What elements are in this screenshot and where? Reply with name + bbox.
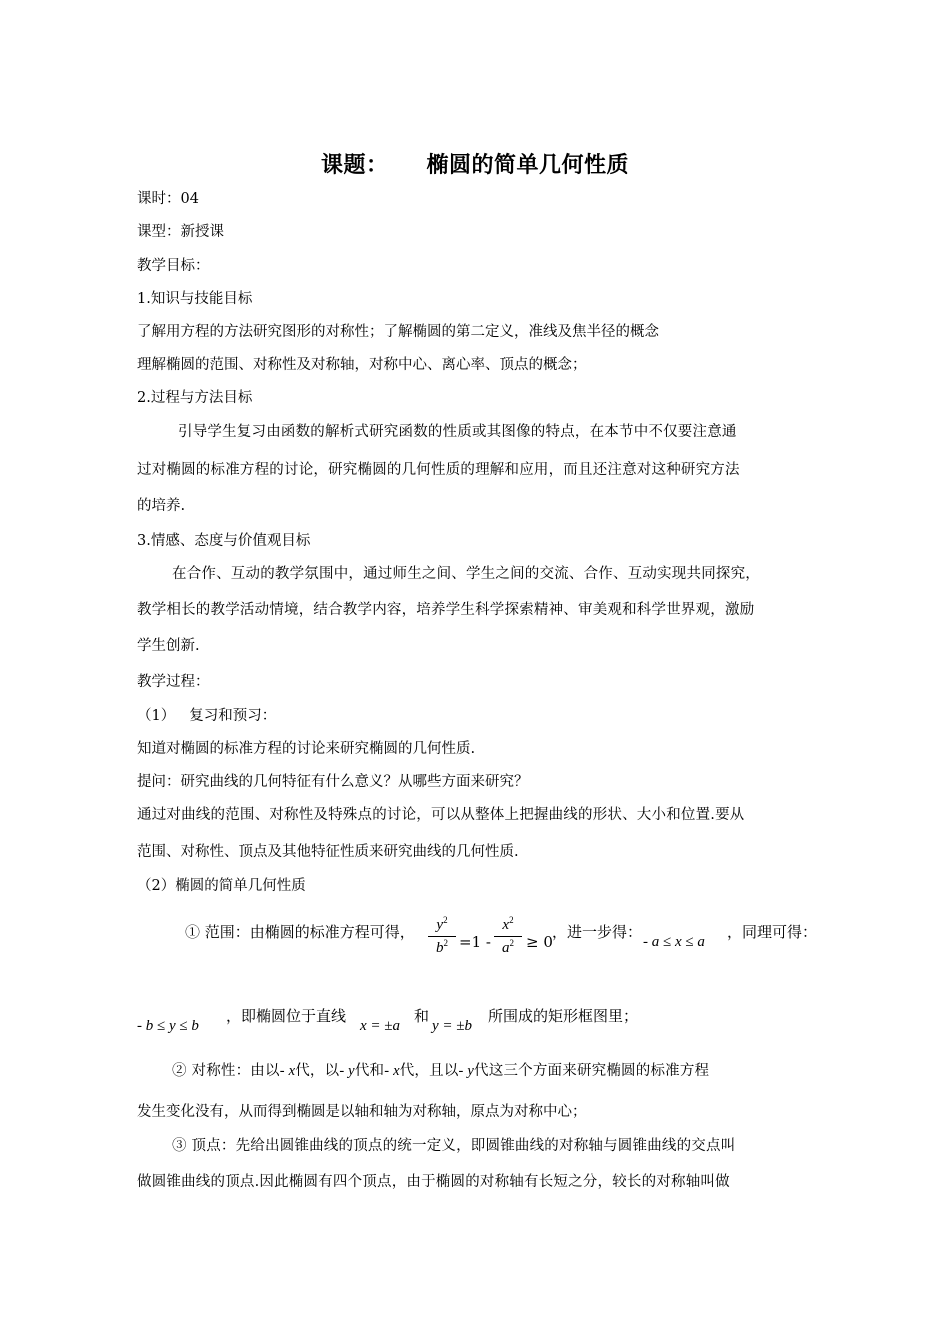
objective-2-line-1: 引导学生复习由函数的解析式研究函数的性质或其图像的特点，在本节中不仅要注意通 <box>178 424 737 440</box>
vertex-line-1: ③ 顶点：先给出圆锥曲线的顶点的统一定义，即圆锥曲线的对称轴与圆锥曲线的交点叫 <box>172 1138 736 1154</box>
review-line-3: 范围、对称性、顶点及其他特征性质来研究曲线的几何性质. <box>137 844 519 860</box>
inequality-y: - b ≤ y ≤ b <box>137 1018 199 1034</box>
review-line-1: 知道对椭圆的标准方程的讨论来研究椭圆的几何性质. <box>137 741 476 757</box>
objective-3-line-1: 在合作、互动的教学氛围中，通过师生之间、学生之间的交流、合作、互动实现共同探究， <box>172 566 760 582</box>
review-line-2: 通过对曲线的范围、对称性及特殊点的讨论，可以从整体上把握曲线的形状、大小和位置.要从 <box>137 807 745 823</box>
objective-3-line-3: 学生创新. <box>137 638 200 654</box>
line-x-equation: x = ±a <box>360 1018 401 1034</box>
section-1-title: 复习和预习： <box>189 708 277 724</box>
class-type: 课型：新授课 <box>137 224 224 240</box>
vertex-line-2: 做圆锥曲线的顶点.因此椭圆有四个顶点，由于椭圆的对称轴有长短之分，较长的对称轴叫做 <box>137 1174 730 1190</box>
objective-1-heading: 1.知识与技能目标 <box>137 291 253 307</box>
heading-objectives: 教学目标： <box>137 258 210 274</box>
objective-2-line-3: 的培养. <box>137 498 186 514</box>
symmetry-line-2: 发生变化没有，从而得到椭圆是以轴和轴为对称轴，原点为对称中心； <box>137 1104 587 1120</box>
neg-y-1: - y <box>339 1063 355 1079</box>
objective-2-heading: 2.过程与方法目标 <box>137 390 253 406</box>
objective-3-heading: 3.情感、态度与价值观目标 <box>137 533 311 549</box>
equals-one-minus: =1 - <box>459 933 491 951</box>
symmetry-line-1: ② 对称性：由以- x代，以- y代和- x代，且以- y代这三个方面来研究椭圆的标准方程 <box>172 1063 710 1079</box>
line-y-equation: y = ±b <box>432 1018 473 1034</box>
range-same-text: ，同理可得： <box>727 923 818 941</box>
question-line: 提问：研究曲线的几何特征有什么意义？从哪些方面来研究？ <box>137 774 529 790</box>
page-title <box>0 148 950 179</box>
heading-process: 教学过程： <box>137 674 210 690</box>
title-label: 课题： <box>320 153 389 178</box>
neg-x-2: - x <box>384 1063 400 1079</box>
objective-2-line-2: 过对椭圆的标准方程的讨论，研究椭圆的几何性质的理解和应用，而且还注意对这种研究方法 <box>137 462 740 478</box>
section-1-number: （1） <box>137 708 176 724</box>
neg-y-2: - y <box>458 1063 475 1079</box>
class-hours: 课时：04 <box>137 191 199 207</box>
title-text: 椭圆的简单几何性质 <box>426 153 630 178</box>
objective-1-line-2: 理解椭圆的范围、对称性及对称轴，对称中心、离心率、顶点的概念； <box>137 357 587 373</box>
range-further-text: ，进一步得： <box>552 923 643 941</box>
objective-1-line-1: 了解用方程的方法研究图形的对称性；了解椭圆的第二定义，准线及焦半径的概念 <box>137 324 659 340</box>
neg-x-1: - x <box>279 1063 296 1079</box>
objective-3-line-2: 教学相长的教学活动情境，结合教学内容，培养学生科学探索精神、审美观和科学世界观，激励 <box>137 602 755 618</box>
inequality-x: - a ≤ x ≤ a <box>643 934 705 950</box>
section-2-heading: （2）椭圆的简单几何性质 <box>137 878 306 894</box>
greater-equal-zero: ≥ 0 <box>526 933 553 951</box>
fraction-y2-b2: $y^2$ $b^2$ <box>428 916 456 957</box>
section-1-heading <box>137 706 276 726</box>
range-located-text: ，即椭圆位于直线 <box>226 1007 347 1025</box>
range-and-text: 和 <box>414 1007 430 1025</box>
fraction-x2-a2: $x^2$ $a^2$ <box>494 916 522 957</box>
range-rect-text: 所围成的矩形框图里； <box>488 1007 639 1025</box>
range-lead: ① 范围：由椭圆的标准方程可得， <box>185 923 415 941</box>
